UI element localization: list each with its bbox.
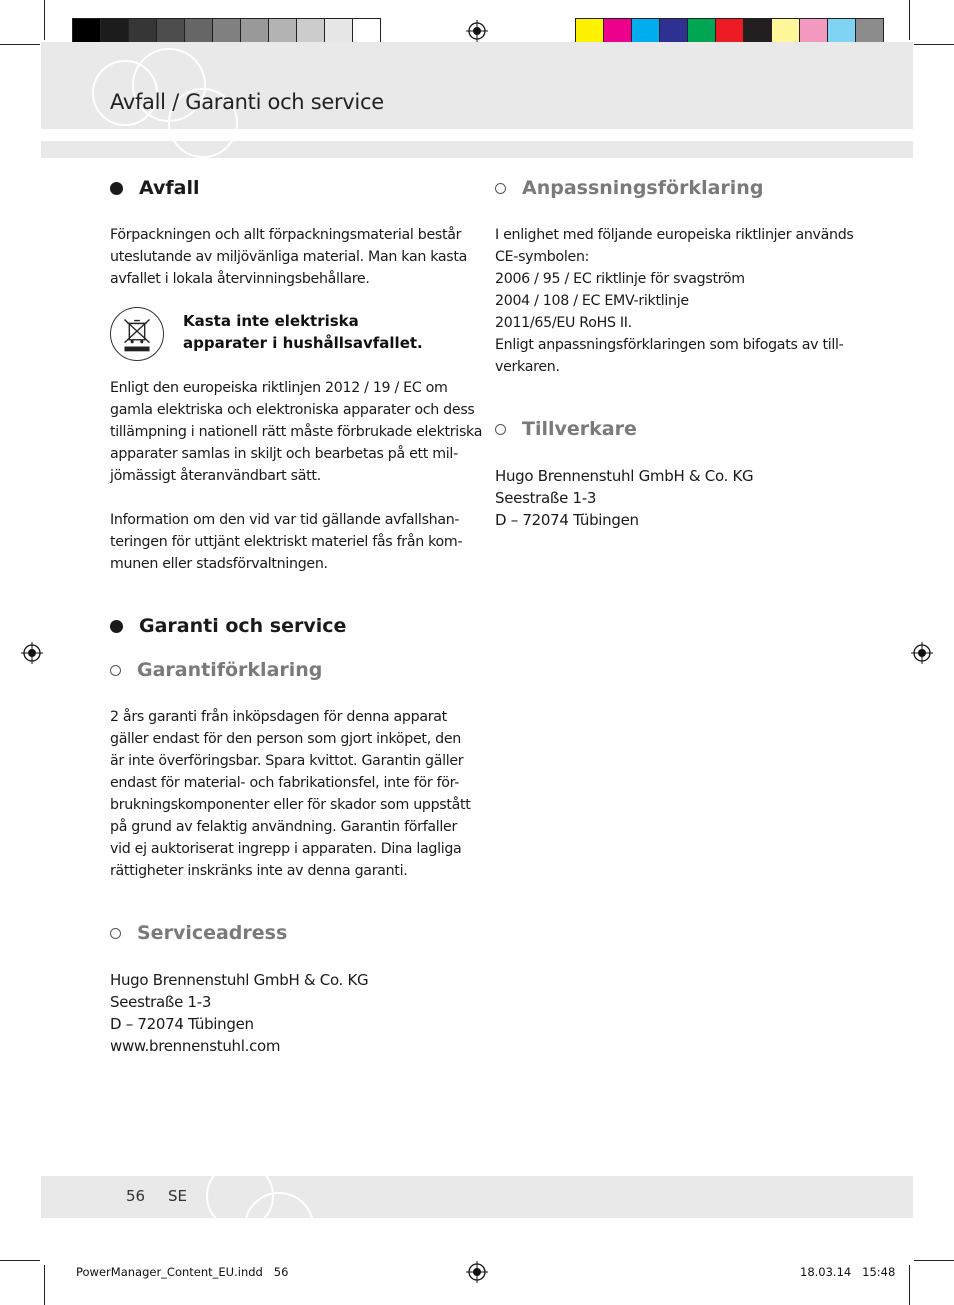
crop-mark	[44, 0, 45, 40]
color-swatch	[268, 18, 297, 45]
slug-filename: PowerManager_Content_EU.indd 56	[76, 1265, 289, 1279]
registration-mark-icon	[911, 642, 933, 664]
color-swatch	[771, 18, 800, 45]
subheading-text: Serviceadress	[137, 922, 288, 944]
text-line: verkaren.	[495, 359, 560, 375]
text-line: 2 års garanti från inköpsdagen för denna apparat	[110, 709, 447, 725]
crop-mark	[44, 1265, 45, 1305]
text-line: endast för material- och fabrikationsfel, inte för för-	[110, 775, 460, 791]
text-line: uteslutande av miljövänliga material. Man kan kasta	[110, 249, 468, 265]
text-line: på grund av felaktig användning. Garantin förfaller	[110, 819, 458, 835]
subheading-anpassningsforklaring	[495, 177, 763, 199]
text-line: rättigheter inskränks inte av denna garanti.	[110, 863, 408, 879]
color-swatch	[128, 18, 157, 45]
color-swatch	[352, 18, 381, 45]
address-line: Hugo Brennenstuhl GmbH & Co. KG	[110, 971, 369, 989]
text-line: Enligt anpassningsförklaringen som bifogats av till-	[495, 337, 844, 353]
color-swatch	[156, 18, 185, 45]
crop-mark	[0, 1260, 40, 1261]
color-swatch	[575, 18, 604, 45]
text-line: är inte överföringsbar. Spara kvittot. Garantin gäller	[110, 753, 464, 769]
section-heading-garanti	[110, 615, 346, 637]
text-line: Information om den vid var tid gällande avfallshan-	[110, 512, 460, 528]
paragraph-warranty	[110, 706, 471, 882]
text-line: gamla elektriska och elektroniska apparater och dess	[110, 402, 475, 418]
paragraph-information	[110, 509, 462, 575]
color-swatch	[296, 18, 325, 45]
color-swatch	[743, 18, 772, 45]
color-swatch	[212, 18, 241, 45]
text-line: avfallet i lokala återvinningsbehållare.	[110, 271, 370, 287]
page-number: 56	[126, 1187, 146, 1205]
registration-mark-icon	[21, 642, 43, 664]
text-line: 2004 / 108 / EC EMV-riktlinje	[495, 293, 689, 309]
registration-mark-icon	[466, 1261, 488, 1283]
ring-bullet-icon	[110, 928, 121, 939]
crop-mark	[909, 1265, 910, 1305]
subheading-tillverkare	[495, 418, 637, 440]
color-swatch	[715, 18, 744, 45]
service-address	[110, 969, 368, 1057]
crop-mark	[0, 44, 40, 45]
color-swatch	[827, 18, 856, 45]
text-line: vid ej auktoriserat ingrepp i apparaten. Dina lagliga	[110, 841, 462, 857]
subheading-text: Garantiförklaring	[137, 659, 323, 681]
color-swatch	[855, 18, 884, 45]
text-line: munen eller stadsförvaltningen.	[110, 556, 328, 572]
subheading-garantiforklaring	[110, 659, 322, 681]
color-swatch	[100, 18, 129, 45]
crop-mark	[909, 0, 910, 40]
color-swatch	[799, 18, 828, 45]
ring-bullet-icon	[110, 665, 121, 676]
text-line: 2006 / 95 / EC riktlinje för svagström	[495, 271, 745, 287]
color-swatch	[184, 18, 213, 45]
slug-date: 18.03.14 15:48	[800, 1265, 896, 1279]
text-line: apparater samlas in skiljt och bearbetas på ett mil-	[110, 446, 458, 462]
paragraph-conformity	[495, 224, 854, 378]
text-line: I enlighet med följande europeiska riktlinjer används	[495, 227, 854, 243]
address-line: www.brennenstuhl.com	[110, 1037, 281, 1055]
warning-line: Kasta inte elektriska	[183, 312, 359, 330]
color-swatch	[240, 18, 269, 45]
address-line: D – 72074 Tübingen	[495, 511, 639, 529]
text-line: jömässigt återanvändbart sätt.	[110, 468, 321, 484]
text-line: CE-symbolen:	[495, 249, 590, 265]
text-line: 2011/65/EU RoHS II.	[495, 315, 632, 331]
decorative-circle	[244, 1192, 314, 1262]
bullet-icon	[110, 620, 123, 633]
bullet-icon	[110, 182, 123, 195]
warning-text	[183, 310, 423, 354]
text-line: gäller endast för den person som gjort inköpet, den	[110, 731, 461, 747]
manufacturer-address	[495, 465, 753, 531]
subheading-text: Tillverkare	[522, 418, 637, 440]
paragraph-packaging	[110, 224, 467, 290]
color-swatch	[687, 18, 716, 45]
paragraph-directive	[110, 377, 482, 487]
subheading-text: Anpassningsförklaring	[522, 177, 764, 199]
crop-mark	[914, 44, 954, 45]
heading-text: Avfall	[139, 177, 200, 199]
warning-line: apparater i hushållsavfallet.	[183, 334, 423, 352]
language-code: SE	[168, 1187, 187, 1205]
crossed-bin-icon	[110, 307, 164, 361]
color-swatch	[631, 18, 660, 45]
registration-mark-icon	[466, 20, 488, 42]
section-heading-avfall	[110, 177, 200, 199]
page-title: Avfall / Garanti och service	[110, 90, 384, 114]
text-line: brukningskomponenter eller för skador som uppstått	[110, 797, 471, 813]
ring-bullet-icon	[495, 424, 506, 435]
text-line: Förpackningen och allt förpackningsmaterial består	[110, 227, 462, 243]
subheading-serviceadress	[110, 922, 287, 944]
address-line: Seestraße 1-3	[495, 489, 597, 507]
address-line: D – 72074 Tübingen	[110, 1015, 254, 1033]
heading-text: Garanti och service	[139, 615, 347, 637]
color-swatch	[603, 18, 632, 45]
ring-bullet-icon	[495, 183, 506, 194]
crop-mark	[914, 1260, 954, 1261]
color-swatch	[324, 18, 353, 45]
address-line: Seestraße 1-3	[110, 993, 212, 1011]
text-line: Enligt den europeiska riktlinjen 2012 / 19 / EC om	[110, 380, 448, 396]
color-swatch	[72, 18, 101, 45]
color-swatch	[659, 18, 688, 45]
text-line: tillämpning i nationell rätt måste förbrukade elektriska	[110, 424, 483, 440]
text-line: teringen för uttjänt elektriskt materiel fås från kom-	[110, 534, 463, 550]
header-stripe	[41, 141, 913, 158]
address-line: Hugo Brennenstuhl GmbH & Co. KG	[495, 467, 754, 485]
